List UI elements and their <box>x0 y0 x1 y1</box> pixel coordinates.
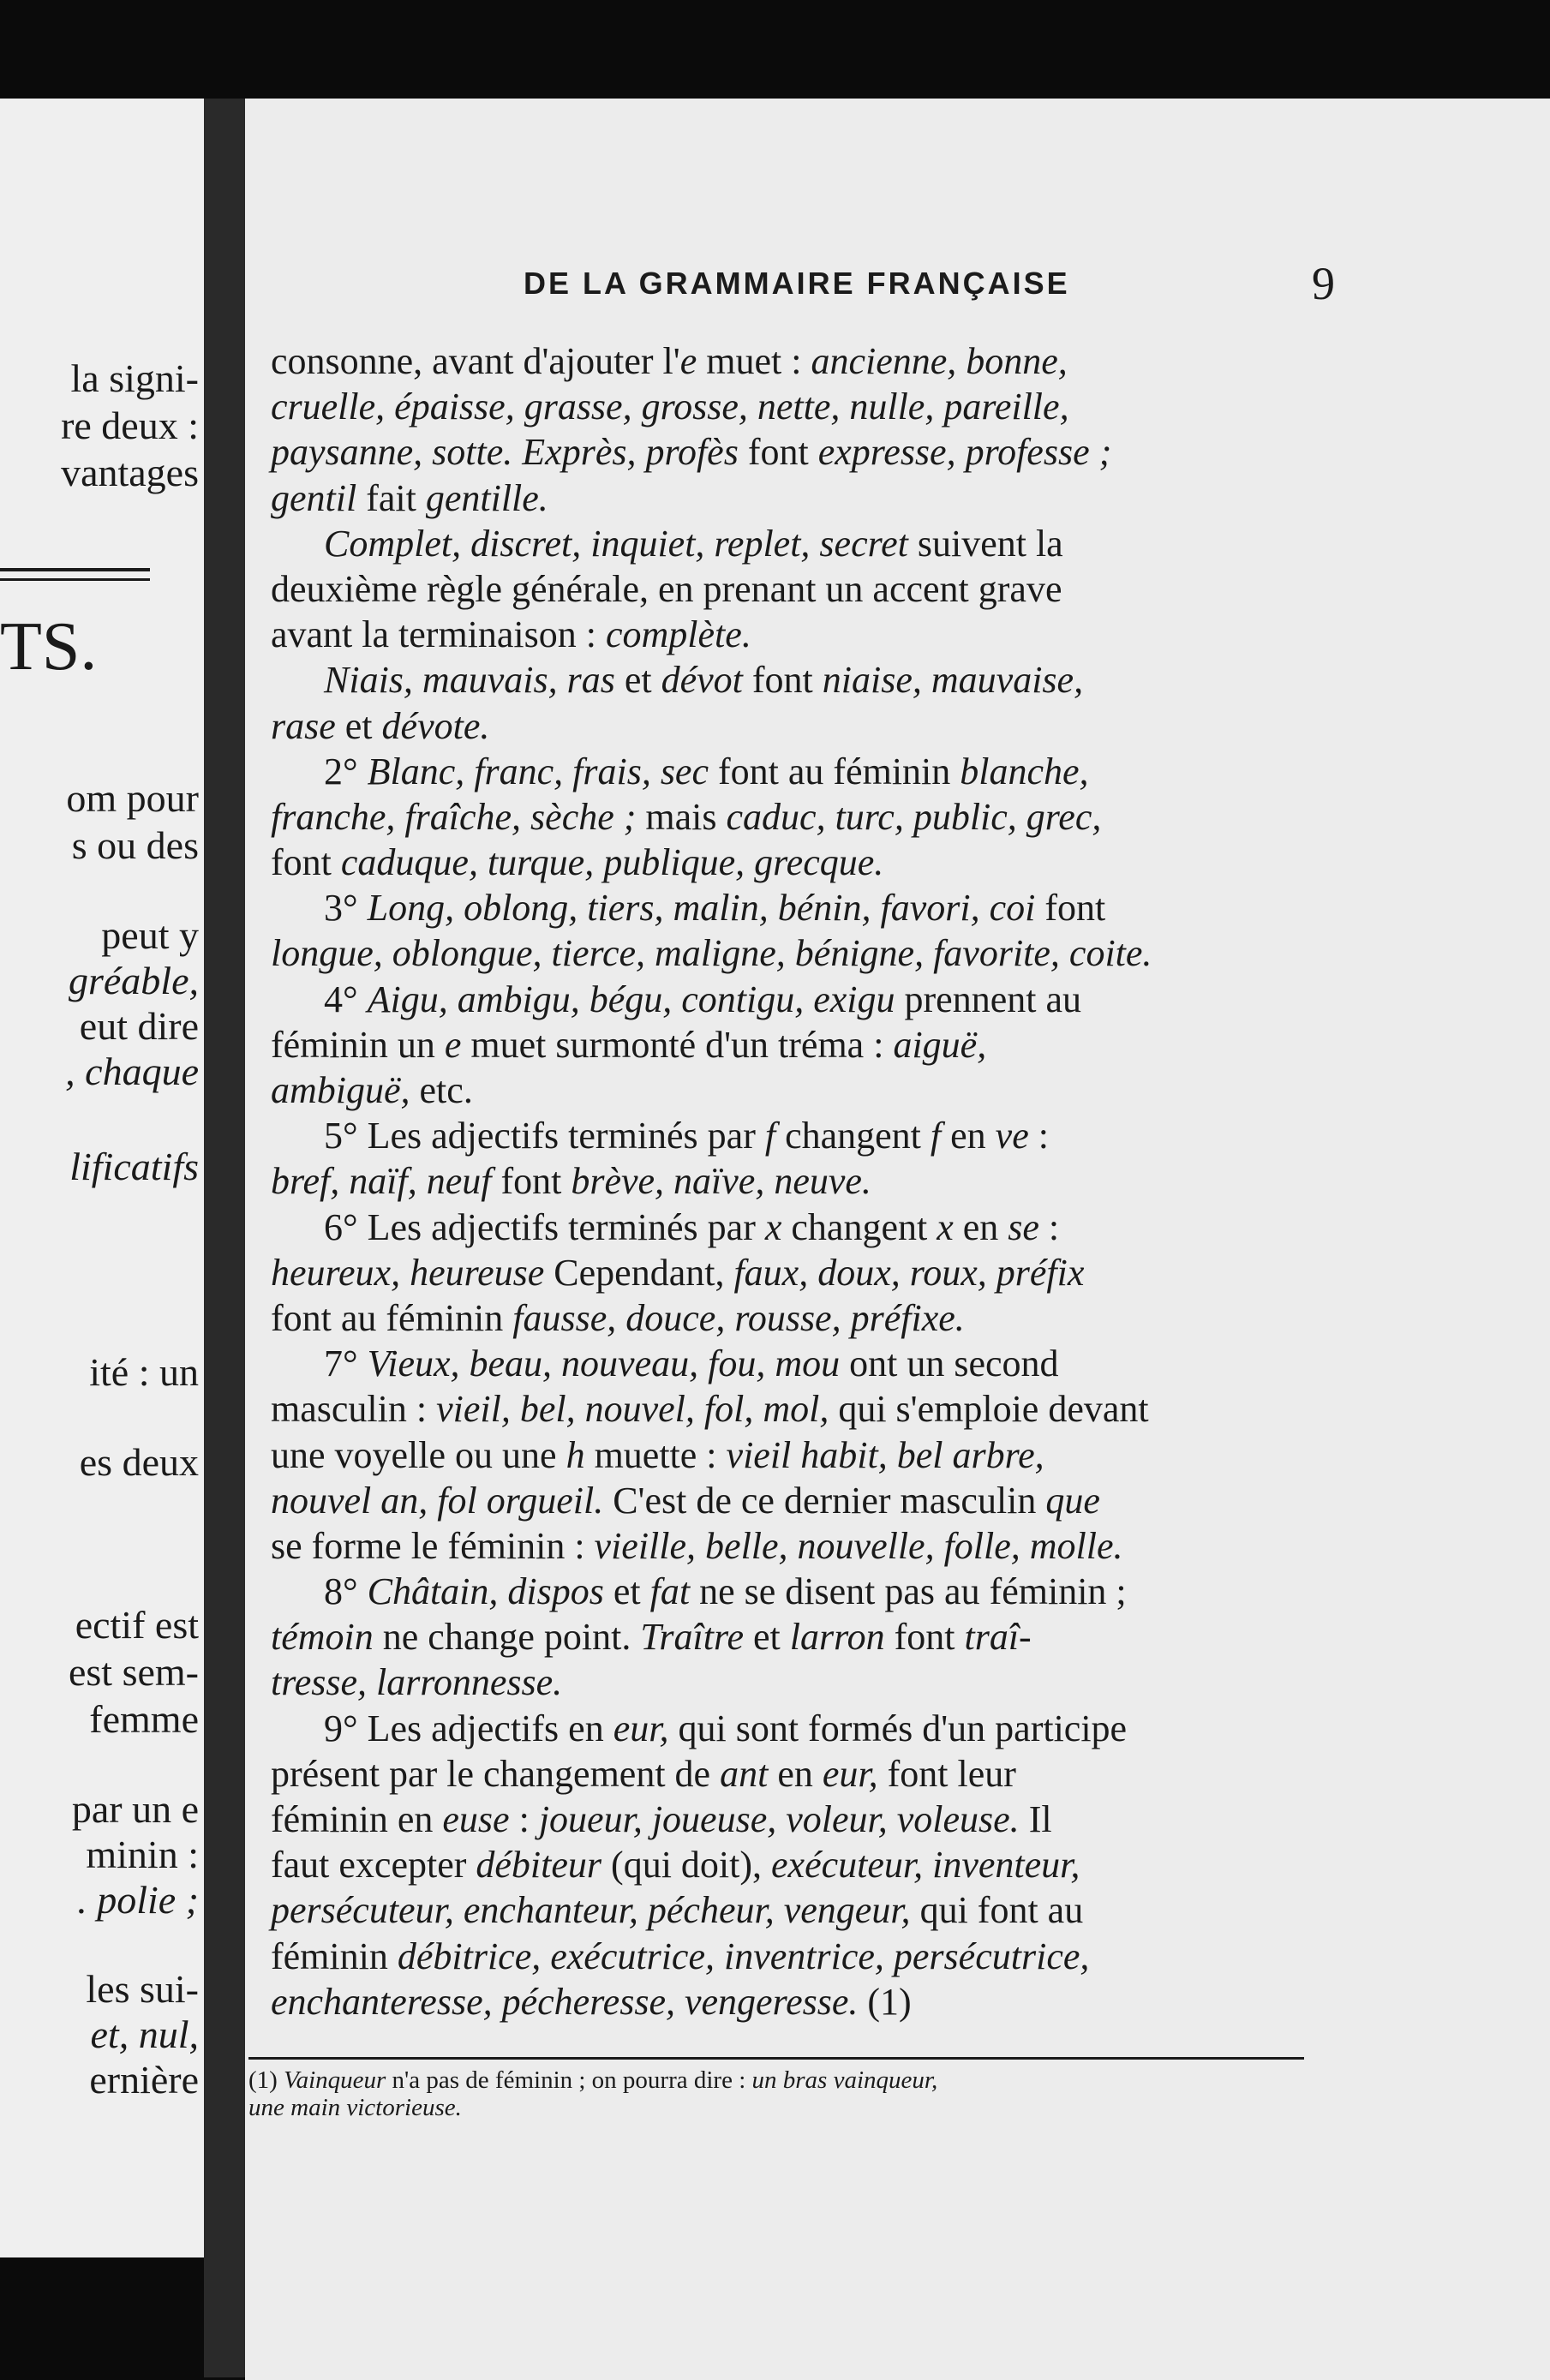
text-line: tresse, larronnesse. <box>271 1661 563 1704</box>
text-line: 4° Aigu, ambigu, bégu, contigu, exigu prennent au <box>324 978 1081 1020</box>
book-gutter <box>204 99 245 2377</box>
text-line: 9° Les adjectifs en eur, qui sont formés d'un participe <box>324 1707 1128 1749</box>
left-page-text-fragment: s ou des <box>71 823 199 867</box>
left-page-text-fragment: es deux <box>79 1440 199 1484</box>
text-line: paysanne, sotte. Exprès, profès font expresse, professe ; <box>271 431 1112 474</box>
text-line: féminin en euse : joueur, joueuse, voleur, voleuse. Il <box>271 1798 1052 1840</box>
text-line: 7° Vieux, beau, nouveau, fou, mou ont un second <box>324 1342 1059 1385</box>
footnote-rule <box>248 2057 1304 2060</box>
left-page-text-fragment: et, nul, <box>90 2012 199 2056</box>
text-line: rase et dévote. <box>271 704 490 747</box>
text-line: 2° Blanc, franc, frais, sec font au féminin blanche, <box>324 750 1089 792</box>
text-line: nouvel an, fol orgueil. C'est de ce dernier masculin que <box>271 1479 1100 1522</box>
running-title: DE LA GRAMMAIRE FRANÇAISE <box>524 266 1070 301</box>
left-page-text-fragment: ectif est <box>75 1603 199 1647</box>
left-page-text-fragment: ité : un <box>89 1350 199 1394</box>
left-page-text-fragment: les sui- <box>86 1967 199 2011</box>
body-text <box>271 338 1338 2024</box>
left-page-text-fragment: eut dire <box>79 1004 199 1048</box>
text-line: témoin ne change point. Traître et larron font traî- <box>271 1616 1032 1659</box>
left-page-text-fragment: par un e <box>71 1787 199 1831</box>
footnote-line: (1) Vainqueur n'a pas de féminin ; on pourra dire : un bras vainqueur, <box>248 2066 938 2094</box>
text-line: font au féminin fausse, douce, rousse, préfixe. <box>271 1296 965 1339</box>
text-line: faut excepter débiteur (qui doit), exécuteur, inventeur, <box>271 1844 1080 1887</box>
text-line: bref, naïf, neuf font brève, naïve, neuve. <box>271 1160 871 1203</box>
left-page-text-fragment: est sem- <box>68 1650 199 1694</box>
left-page-heading: TS. <box>0 609 98 685</box>
left-page-text-fragment: . polie ; <box>77 1878 199 1922</box>
text-line: avant la terminaison : complète. <box>271 613 751 656</box>
text-line: longue, oblongue, tierce, maligne, bénigne, favorite, coite. <box>271 932 1152 975</box>
text-line: persécuteur, enchanteur, pécheur, vengeur, qui font au <box>271 1889 1084 1932</box>
text-line: 6° Les adjectifs terminés par x changent x en se : <box>324 1205 1060 1248</box>
text-line: heureux, heureuse Cependant, faux, doux, roux, préfix <box>271 1251 1085 1294</box>
text-line: Niais, mauvais, ras et dévot font niaise, mauvaise, <box>324 659 1084 702</box>
text-line: 3° Long, oblong, tiers, malin, bénin, favori, coi font <box>324 887 1106 930</box>
left-page-text-fragment: , chaque <box>65 1049 199 1093</box>
left-page-text-fragment: minin : <box>86 1833 199 1876</box>
text-line: féminin débitrice, exécutrice, inventrice, persécutrice, <box>271 1934 1090 1977</box>
left-page-text-fragment: ernière <box>89 2058 199 2102</box>
left-page-text-fragment: la signi- <box>70 356 199 400</box>
text-line: féminin un e muet surmonté d'un tréma : aiguë, <box>271 1023 987 1066</box>
book-page <box>245 99 1550 2380</box>
text-line: ambiguë, etc. <box>271 1069 473 1111</box>
page-number: 9 <box>1312 258 1335 309</box>
left-page-text-fragment: vantages <box>61 451 199 494</box>
text-line: font caduque, turque, publique, grecque. <box>271 841 884 884</box>
left-page-rule <box>0 568 150 571</box>
left-page-text-fragment: femme <box>89 1697 199 1741</box>
left-page-text-fragment: gréable, <box>68 959 199 1002</box>
text-line: 8° Châtain, dispos et fat ne se disent pas au féminin ; <box>324 1570 1127 1613</box>
text-line: se forme le féminin : vieille, belle, nouvelle, folle, molle. <box>271 1524 1123 1567</box>
text-line: franche, fraîche, sèche ; mais caduc, turc, public, grec, <box>271 795 1102 838</box>
text-line: Complet, discret, inquiet, replet, secret suivent la <box>324 522 1063 565</box>
footnote-line: une main victorieuse. <box>248 2094 462 2121</box>
text-line: 5° Les adjectifs terminés par f changent f en ve : <box>324 1115 1049 1157</box>
footnote <box>248 2066 1311 2121</box>
text-line: consonne, avant d'ajouter l'e muet : ancienne, bonne, <box>271 340 1068 382</box>
text-line: enchanteresse, pécheresse, vengeresse. (1) <box>271 1980 912 2023</box>
left-page-text-fragment: peut y <box>101 913 199 957</box>
text-line: une voyelle ou une h muette : vieil habit, bel arbre, <box>271 1433 1044 1476</box>
left-page-text-fragment: om pour <box>66 776 199 820</box>
facing-page-left <box>0 99 204 2257</box>
left-page-rule <box>0 578 150 581</box>
text-line: masculin : vieil, bel, nouvel, fol, mol, qui s'emploie devant <box>271 1388 1149 1431</box>
left-page-text-fragment: re deux : <box>61 404 199 447</box>
text-line: cruelle, épaisse, grasse, grosse, nette, nulle, pareille, <box>271 386 1069 428</box>
text-line: présent par le changement de ant en eur, font leur <box>271 1752 1016 1795</box>
left-page-text-fragment: lificatifs <box>69 1145 199 1188</box>
text-line: deuxième règle générale, en prenant un accent grave <box>271 567 1062 610</box>
text-line: gentil fait gentille. <box>271 476 548 519</box>
